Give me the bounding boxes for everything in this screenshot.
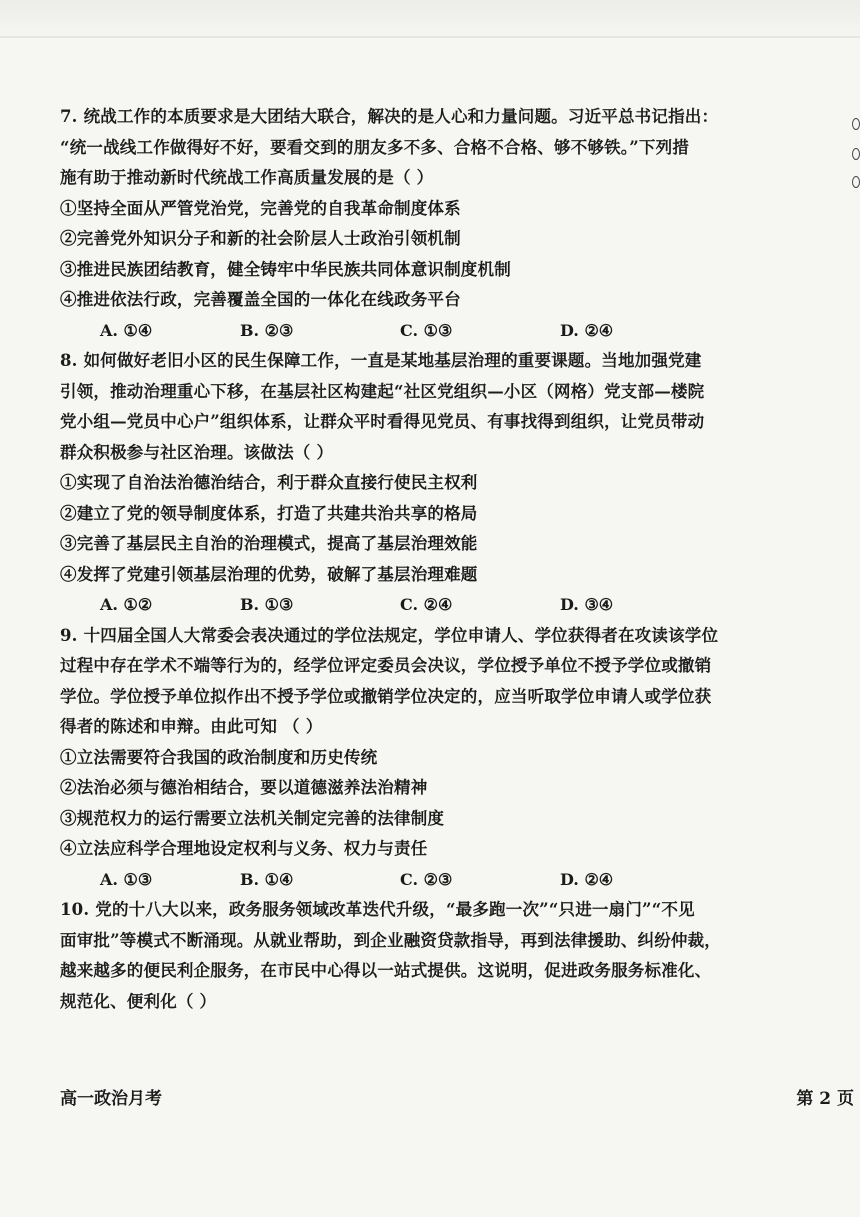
choice-a: A. ①④ — [100, 320, 153, 340]
page-number: 第 2 页 — [796, 1089, 854, 1109]
question-9-choices — [60, 865, 820, 896]
question-10-stem-line: 面审批”等模式不断涌现。从就业帮助，到企业融资贷款指导，再到法律援助、纠纷仲裁， — [60, 930, 721, 950]
choice-a: A. ①③ — [100, 869, 153, 889]
choice-c: C. ②④ — [400, 595, 453, 614]
exam-content — [60, 102, 820, 1017]
page-footer — [60, 1084, 860, 1114]
question-8-option: ③完善了基层民主自治的治理模式，提高了基层治理效能 — [60, 534, 478, 553]
question-9-option: ④立法应科学合理地设定权利与义务、权力与责任 — [60, 839, 428, 858]
question-9 — [60, 621, 820, 896]
exam-title: 高一政治月考 — [60, 1089, 162, 1109]
scan-edge-line — [0, 36, 860, 38]
choice-b: B. ②③ — [240, 320, 294, 340]
question-9-stem-line: 得者的陈述和申辩。由此可知 （ ） — [60, 717, 323, 736]
question-10-stem-line: 10. 党的十八大以来，政务服务领域改革迭代升级，“最多跑一次”“只进一扇门”“不见 — [60, 900, 695, 919]
question-8-choices — [60, 590, 820, 621]
question-7-choices — [60, 316, 820, 347]
margin-hole-mark — [852, 176, 860, 188]
margin-hole-mark — [852, 118, 860, 130]
question-9-option: ③规范权力的运行需要立法机关制定完善的法律制度 — [60, 808, 445, 828]
margin-hole-mark — [852, 148, 860, 160]
question-7-option: ③推进民族团结教育，健全铸牢中华民族共同体意识制度机制 — [60, 259, 511, 279]
question-8-stem-line: 引领，推动治理重心下移，在基层社区构建起“社区党组织—小区（网格）党支部—楼院 — [60, 381, 705, 401]
question-9-stem-line: 学位。学位授予单位拟作出不授予学位或撤销学位决定的，应当听取学位申请人或学位获 — [60, 686, 712, 706]
question-8-option: ②建立了党的领导制度体系，打造了共建共治共享的格局 — [60, 503, 478, 523]
choice-c: C. ②③ — [400, 869, 453, 889]
choice-b: B. ①③ — [240, 595, 294, 614]
question-8-option: ①实现了自治法治德治结合，利于群众直接行使民主权利 — [60, 473, 478, 492]
choice-c: C. ①③ — [400, 320, 453, 340]
question-9-stem-line: 过程中存在学术不端等行为的，经学位评定委员会决议，学位授予单位不授予学位或撤销 — [60, 656, 712, 675]
question-10-stem-line: 越来越多的便民利企服务，在市民中心得以一站式提供。这说明，促进政务服务标准化、 — [60, 961, 712, 980]
question-8-option: ④发挥了党建引领基层治理的优势，破解了基层治理难题 — [60, 564, 478, 584]
question-7-stem-line: 7. 统战工作的本质要求是大团结大联合，解决的是人心和力量问题。习近平总书记指出： — [60, 107, 719, 126]
choice-a: A. ①② — [100, 595, 153, 614]
question-7-option: ①坚持全面从严管党治党，完善党的自我革命制度体系 — [60, 198, 461, 218]
choice-d: D. ②④ — [560, 320, 614, 340]
question-7 — [60, 102, 820, 346]
question-9-option: ①立法需要符合我国的政治制度和历史传统 — [60, 747, 378, 767]
question-9-option: ②法治必须与德治相结合，要以道德滋养法治精神 — [60, 778, 428, 797]
question-7-stem-line: “统一战线工作做得好不好，要看交到的朋友多不多、合格不合格、够不够铁。”下列措 — [60, 137, 690, 157]
question-8-stem-line: 群众积极参与社区治理。该做法（ ） — [60, 442, 334, 462]
question-7-stem-line: 施有助于推动新时代统战工作高质量发展的是（ ） — [60, 168, 434, 187]
question-8-stem-line: 党小组—党员中心户”组织体系，让群众平时看得见党员、有事找得到组织，让党员带动 — [60, 412, 705, 431]
choice-b: B. ①④ — [240, 869, 294, 889]
choice-d: D. ②④ — [560, 869, 614, 889]
question-7-option: ④推进依法行政，完善覆盖全国的一体化在线政务平台 — [60, 290, 461, 309]
choice-d: D. ③④ — [560, 595, 614, 614]
question-7-option: ②完善党外知识分子和新的社会阶层人士政治引领机制 — [60, 229, 461, 248]
question-10-stem-line: 规范化、便利化（ ） — [60, 991, 217, 1011]
question-10 — [60, 895, 820, 1017]
question-8 — [60, 346, 820, 621]
question-9-stem-line: 9. 十四届全国人大常委会表决通过的学位法规定，学位申请人、学位获得者在攻读该学位 — [60, 625, 719, 645]
question-8-stem-line: 8. 如何做好老旧小区的民生保障工作，一直是某地基层治理的重要课题。当地加强党建 — [60, 351, 702, 370]
